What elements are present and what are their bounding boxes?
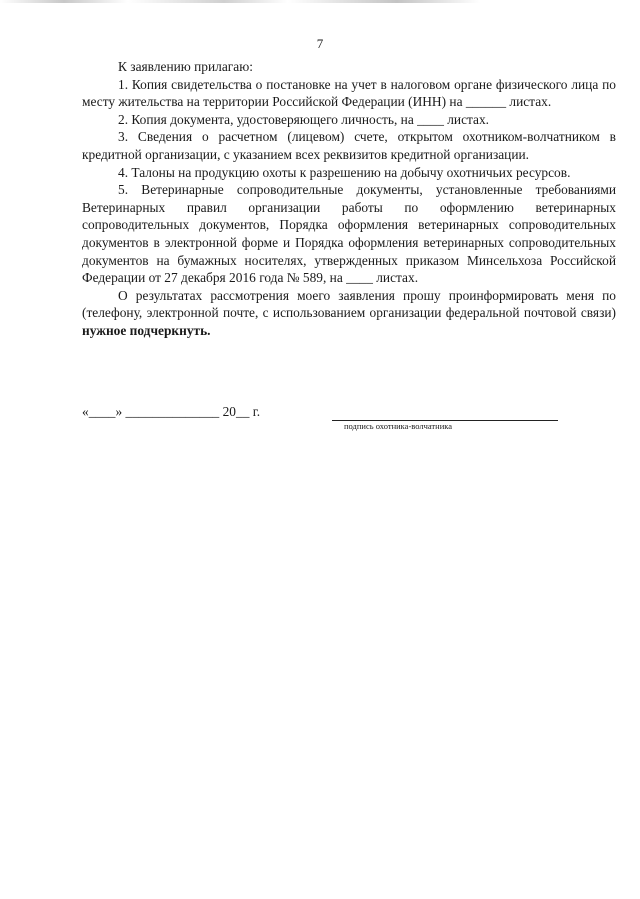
document-body	[82, 58, 616, 340]
attachment-item-4: 4. Талоны на продукцию охоты к разрешению на добычу охотничьих ресурсов.	[118, 164, 571, 180]
scan-artifact	[0, 0, 640, 3]
attachments-intro: К заявлению прилагаю:	[118, 59, 253, 74]
notification-text: О результатах рассмотрения моего заявления прошу проинформировать меня по (телефону, электронной почте, с использованием организации федеральной почтовой связи)	[82, 287, 616, 321]
notification-emphasis: нужное подчеркнуть.	[82, 322, 211, 338]
attachment-item-5: 5. Ветеринарные сопроводительные документы, установленные требованиями Ветеринарных правил организации работы по оформлению ветеринарных сопроводительных документов, Порядка оформления ветеринарных сопроводительных документов в электронной форме и Порядка оформления ветеринарных сопроводительных документов на бумажных носителях, утвержденных приказом Минсельхоза Российской Федерации от 27 декабря 2016 года № 589, на ____ листах.	[82, 182, 616, 286]
attachment-item-1: 1. Копия свидетельства о постановке на учет в налоговом органе физического лица по месту жительства на территории Российской Федерации (ИНН) на ______ листах.	[82, 76, 616, 110]
page-number: 7	[316, 36, 324, 51]
notification-paragraph	[82, 287, 616, 340]
signature-caption: подпись охотника-волчатника	[344, 421, 453, 431]
attachment-item-2: 2. Копия документа, удостоверяющего личность, на ____ листах.	[118, 111, 490, 127]
date-field: «____» ______________ 20__ г.	[82, 404, 261, 419]
attachment-item-3: 3. Сведения о расчетном (лицевом) счете, открытом охотником-волчатником в кредитной организации, с указанием всех реквизитов кредитной организации.	[82, 129, 616, 162]
